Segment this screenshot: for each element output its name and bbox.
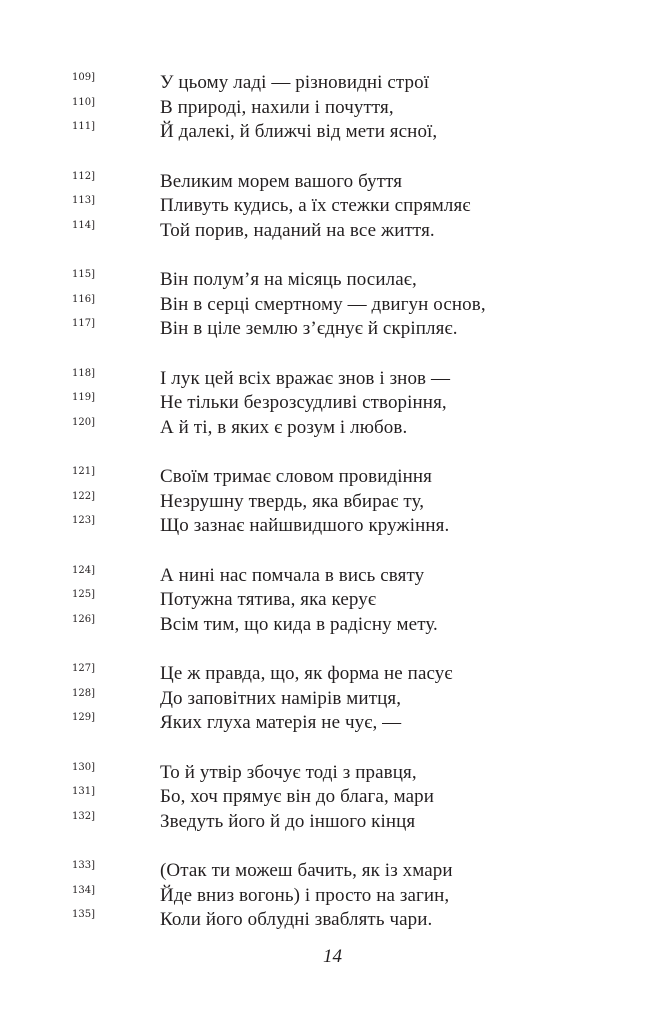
poem-body <box>0 71 665 958</box>
verse-line <box>0 810 665 835</box>
verse-line <box>0 170 665 195</box>
verse-line <box>0 120 665 145</box>
line-number: 121] <box>72 466 95 477</box>
stanza <box>0 367 665 441</box>
line-number: 124] <box>72 564 95 576</box>
verse-text: А нині нас помчала в вись святу <box>160 564 425 586</box>
verse-line <box>0 219 665 244</box>
verse-text: Незрушну твердь, яка вбирає ту, <box>160 490 425 512</box>
verse-line <box>0 785 665 810</box>
verse-text: До заповітних намірів митця, <box>160 687 402 709</box>
verse-line <box>0 293 665 318</box>
verse-text: Потужна тятива, яка керує <box>160 589 377 610</box>
stanza <box>0 564 665 638</box>
line-number: 109] <box>72 72 95 83</box>
verse-line <box>0 514 665 539</box>
line-number: 131] <box>72 786 95 797</box>
verse-text: Він в серці смертному — двигун основ, <box>160 293 486 315</box>
verse-line <box>0 490 665 515</box>
line-number: 128] <box>72 687 95 699</box>
line-number: 122] <box>72 490 95 502</box>
line-number: 118] <box>72 367 95 379</box>
verse-line <box>0 391 665 416</box>
verse-line <box>0 317 665 342</box>
verse-line <box>0 613 665 638</box>
line-number: 134] <box>72 884 95 896</box>
verse-text: В природі, нахили і почуття, <box>160 96 394 118</box>
line-number: 117] <box>72 318 95 329</box>
verse-text: І лук цей всіх вражає знов і знов — <box>160 367 451 389</box>
stanza <box>0 71 665 145</box>
verse-line <box>0 194 665 219</box>
line-number: 120] <box>72 416 95 428</box>
stanza <box>0 170 665 244</box>
verse-line <box>0 884 665 909</box>
verse-text: Яких глуха матерія не чує, — <box>160 712 402 733</box>
verse-line <box>0 908 665 933</box>
line-number: 123] <box>72 515 95 526</box>
stanza <box>0 465 665 539</box>
verse-text: То й утвір збочує тоді з правця, <box>160 761 417 783</box>
line-number: 133] <box>72 860 95 871</box>
line-number: 114] <box>72 219 95 231</box>
verse-text: Він полум’я на місяць посилає, <box>160 269 417 290</box>
page-number: 14 <box>323 946 342 967</box>
line-number: 116] <box>72 293 95 305</box>
line-number: 135] <box>72 909 95 920</box>
verse-line <box>0 588 665 613</box>
line-number: 130] <box>72 761 95 773</box>
verse-text: Своїм тримає словом провидіння <box>160 466 432 487</box>
line-number: 115] <box>72 269 95 280</box>
verse-line <box>0 564 665 589</box>
verse-line <box>0 687 665 712</box>
verse-text: Не тільки безрозсудливі створіння, <box>160 392 447 413</box>
verse-line <box>0 859 665 884</box>
verse-line <box>0 71 665 96</box>
verse-line <box>0 465 665 490</box>
verse-text: Й далекі, й ближчі від мети ясної, <box>160 121 438 142</box>
verse-text: Всім тим, що кида в радісну мету. <box>160 613 438 635</box>
verse-line <box>0 416 665 441</box>
line-number: 126] <box>72 613 95 625</box>
verse-text: Що зазнає найшвидшого кружіння. <box>160 515 450 536</box>
verse-line <box>0 96 665 121</box>
line-number: 119] <box>72 392 95 403</box>
stanza <box>0 662 665 736</box>
verse-text: Зведуть його й до іншого кінця <box>160 810 416 832</box>
verse-line <box>0 268 665 293</box>
stanza <box>0 761 665 835</box>
verse-text: Це ж правда, що, як форма не пасує <box>160 663 453 684</box>
verse-text: У цьому ладі — різновидні строї <box>160 72 430 93</box>
line-number: 113] <box>72 195 95 206</box>
verse-text: Коли його облудні зваблять чари. <box>160 909 433 930</box>
verse-text: Він в ціле землю з’єднує й скріпляє. <box>160 318 458 339</box>
verse-line <box>0 761 665 786</box>
line-number: 125] <box>72 589 95 600</box>
line-number: 112] <box>72 170 95 182</box>
stanza <box>0 859 665 933</box>
verse-text: Пливуть кудись, а їх стежки спрямляє <box>160 195 471 216</box>
line-number: 132] <box>72 810 95 822</box>
verse-text: Бо, хоч прямує він до блага, мари <box>160 786 435 807</box>
line-number: 111] <box>72 121 95 132</box>
verse-line <box>0 367 665 392</box>
verse-text: А й ті, в яких є розум і любов. <box>160 416 408 438</box>
line-number: 110] <box>72 96 95 108</box>
verse-text: Той порив, наданий на все життя. <box>160 219 435 241</box>
verse-text: Йде вниз вогонь) і просто на загин, <box>160 884 450 906</box>
verse-line <box>0 662 665 687</box>
verse-line <box>0 711 665 736</box>
line-number: 127] <box>72 663 95 674</box>
stanza <box>0 268 665 342</box>
verse-text: (Отак ти можеш бачить, як із хмари <box>160 860 453 881</box>
verse-text: Великим морем вашого буття <box>160 170 403 192</box>
line-number: 129] <box>72 712 95 723</box>
